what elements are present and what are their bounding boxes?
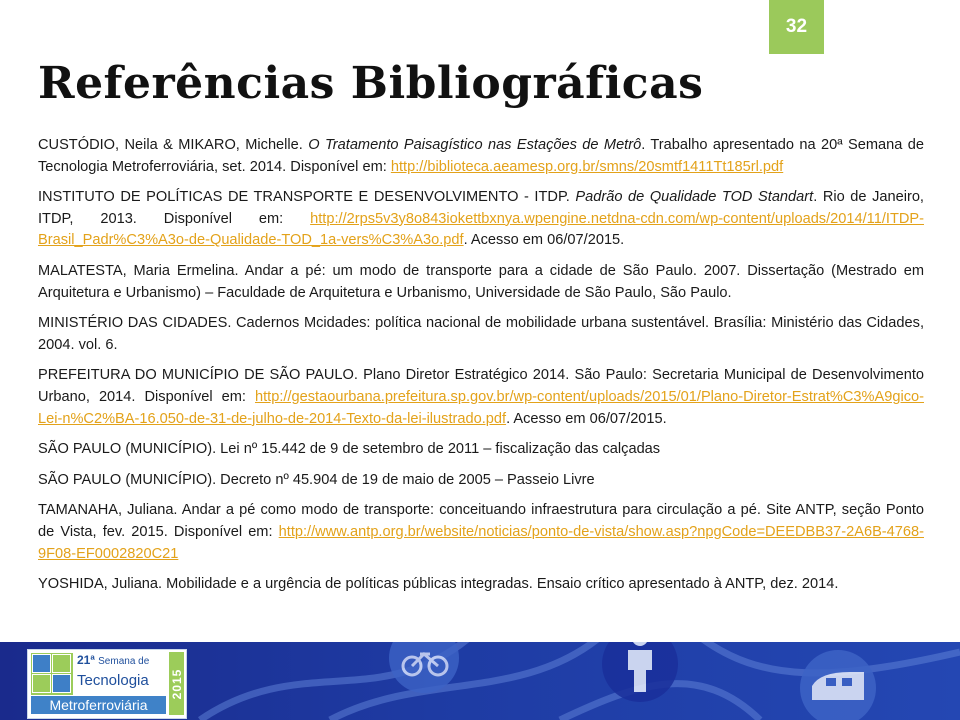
reference-text: SÃO PAULO (MUNICÍPIO). Lei nº 15.442 de 9 de setembro de 2011 – fiscalização das calçadas: [38, 441, 661, 458]
reference-text: MALATESTA, Maria Ermelina. Andar a pé: um modo de transporte para a cidade de São Paulo. 2007. Dissertação (Mestrado em Arquitetura e Urbanismo) – Faculdade de Arquitetura e Urbanismo, Universidade de São Paulo, São Paulo.: [38, 262, 924, 301]
reference-item: [38, 439, 924, 461]
reference-item: [38, 365, 924, 430]
reference-item: [38, 500, 924, 565]
reference-title: Padrão de Qualidade TOD Standart: [575, 189, 814, 206]
reference-item: [38, 313, 924, 356]
reference-text: SÃO PAULO (MUNICÍPIO). Decreto nº 45.904 de 19 de maio de 2005 – Passeio Livre: [38, 471, 595, 488]
logo-edition: [77, 653, 149, 667]
pedestrian-icon: [602, 642, 678, 702]
reference-link[interactable]: http://www.antp.org.br/website/noticias/ponto-de-vista/show.asp?npgCode=DEEDBB37-2A6B-4768-9F08-EF0002820C21: [38, 523, 924, 562]
train-icon: [800, 650, 876, 720]
reference-item: [38, 135, 924, 178]
logo-tecnologia: Tecnologia: [77, 672, 149, 689]
reference-text: . Rio de Janeiro, ITDP, 2013. Disponível em:: [38, 189, 924, 227]
reference-item: [38, 574, 924, 596]
reference-text: PREFEITURA DO MUNICÍPIO DE SÃO PAULO. Plano Diretor Estratégico 2014. São Paulo: Secretaria Municipal de Desenvolvimento Urbano, 2014. Disponível em:: [38, 367, 924, 405]
reference-title: O Tratamento Paisagístico nas Estações de Metrô: [308, 137, 642, 153]
reference-text: . Trabalho apresentado na 20ª Semana de Tecnologia Metroferroviária, set. 2014. Disponível em:: [38, 137, 924, 175]
reference-text: CUSTÓDIO, Neila & MIKARO, Michelle.: [38, 137, 309, 153]
logo-icon-grid: [31, 653, 73, 695]
reference-link[interactable]: http://biblioteca.aeamesp.org.br/smns/20smtf1411Tt185rl.pdf: [390, 158, 784, 175]
reference-access-date: . Acesso em 06/07/2015.: [506, 410, 667, 427]
reference-access-date: . Acesso em 06/07/2015.: [463, 232, 625, 249]
logo-cell-icon: [52, 654, 71, 673]
event-logo: [27, 649, 187, 719]
reference-text: YOSHIDA, Juliana. Mobilidade e a urgência de políticas públicas integradas. Ensaio crítico apresentado à ANTP, dez. 2014.: [38, 576, 839, 593]
page-number: 32: [785, 16, 808, 37]
reference-item: [38, 470, 924, 492]
logo-cell-icon: [52, 674, 71, 693]
logo-edition-number: 21ª: [77, 653, 95, 667]
reference-link[interactable]: http://gestaourbana.prefeitura.sp.gov.br/wp-content/uploads/2015/01/Plano-Diretor-Estrat%C3%A9gico-Lei-n%C2%BA-16.050-de-31-de-julho-de-2014-Texto-da-lei-ilustrado.pdf: [38, 388, 924, 427]
reference-list: [38, 135, 924, 605]
reference-item: [38, 261, 924, 304]
page-number-badge: [769, 0, 824, 54]
logo-cell-icon: [32, 654, 51, 673]
reference-item: [38, 187, 924, 252]
reference-text: TAMANAHA, Juliana. Andar a pé como modo de transporte: conceituando infraestrutura para circulação a pé. Site ANTP, seção Ponto de Vista, fev. 2015. Disponível em:: [38, 502, 924, 540]
logo-year-strip: [169, 652, 184, 715]
reference-text: INSTITUTO DE POLÍTICAS DE TRANSPORTE E DESENVOLVIMENTO - ITDP.: [38, 189, 576, 206]
logo-semana: Semana de: [98, 656, 150, 667]
reference-link[interactable]: http://2rps5v3y8o843iokettbxnya.wpengine.netdna-cdn.com/wp-content/uploads/2014/11/ITDP-Brasil_Padr%C3%A3o-de-Qualidade-TOD_1a-vers%C3%A3o.pdf: [38, 210, 924, 249]
slide-title: Referências Bibliográficas: [38, 58, 704, 109]
logo-cell-icon: [32, 674, 51, 693]
logo-year: 2015: [169, 668, 184, 699]
logo-metroferroviaria: Metroferroviária: [31, 696, 166, 714]
reference-text: MINISTÉRIO DAS CIDADES. Cadernos Mcidades: política nacional de mobilidade urbana sustentável. Brasília: Ministério das Cidades, 2004. vol. 6.: [38, 315, 924, 353]
